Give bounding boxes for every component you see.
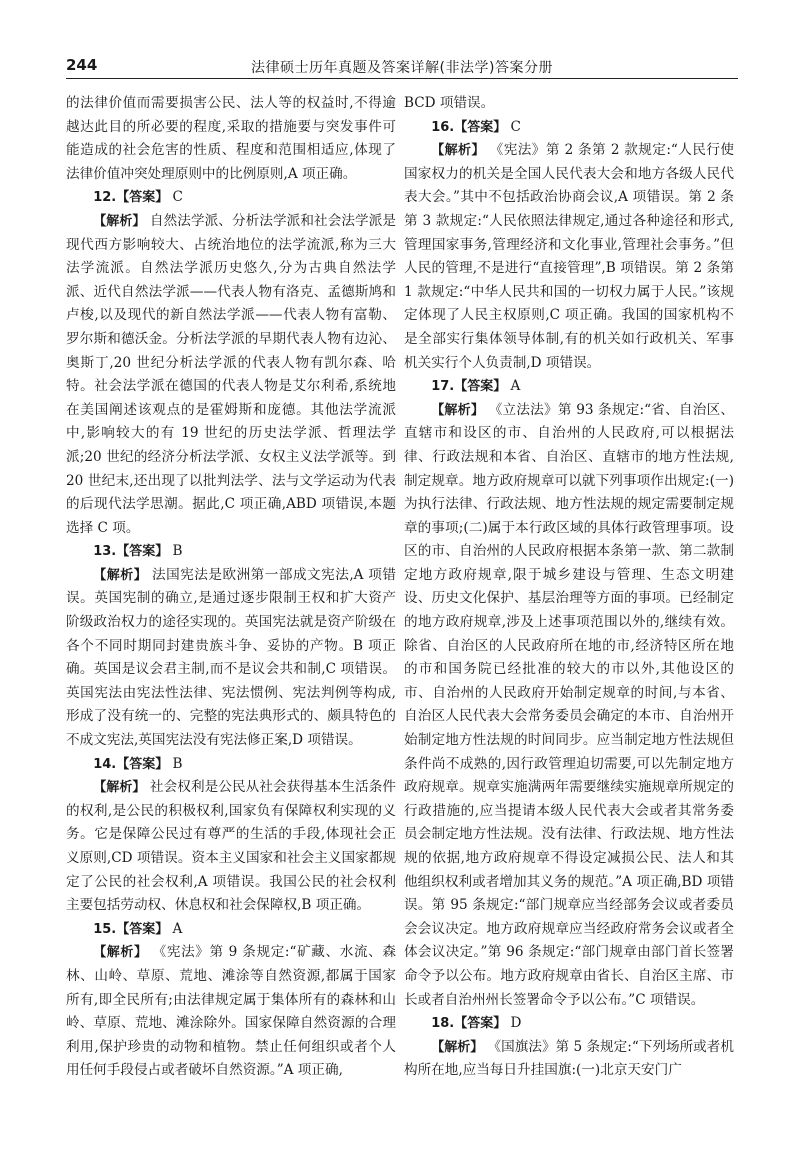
answer-value: D [510, 1015, 522, 1032]
explanation-text: 法国宪法是欧洲第一部成文宪法,A 项错误。英国宪制的确立,是通过逐步限制王权和扩大资产阶级政治权力的途径实现的。英国宪法就是资产阶级在各个不同时期同封建贵族斗争、妥协的产物。B 项正确。英国是议会君主制,而不是议会共和制,C 项错误。英国宪法由宪法性法律、宪法惯例、宪法判例等构成,形成了没有统一的、完整的宪法典形式的、颇具特色的不成文宪法,英国宪法没有宪法修正案,D 项错误。 [66, 566, 396, 749]
explanation-text: 自然法学派、分析法学派和社会法学派是现代西方影响较大、占统治地位的法学流派,称为三大法学流派。自然法学派历史悠久,分为古典自然法学派、近代自然法学派——代表人物有洛克、孟德斯鸠和卢梭,以及现代的新自然法学派——代表人物有富勒、罗尔斯和德沃金。分析法学派的早期代表人物有边沁、奥斯丁,20 世纪分析法学派的代表人物有凯尔森、哈特。社会法学派在德国的代表人物是艾尔利希,系统地在美国阐述该观点的是霍姆斯和庞德。其他法学流派中,影响较大的有 19 世纪的历史法学派、哲理法学派;20 世纪的经济分析法学派、女权主义法学派等。到 20 世纪末,还出现了以批判法学、法与文学运动为代表的后现代法学思潮。据此,C 项正确,ABD 项错误,本题选择 C 项。 [66, 212, 396, 536]
answer-label: 13.【答案】 [93, 544, 169, 560]
explanation-text: 《宪法》第 2 条第 2 款规定:“人民行使国家权力的机关是全国人民代表大会和地方各级人民代表大会。”其中不包括政治协商会议,A 项错误。第 2 条第 3 款规定:“人民依照法律规定,通过各种途径和形式,管理国家事务,管理经济和文化事业,管理社会事务。”但人民的管理,不是进行“直接管理”,B 项错误。第 2 条第 1 款规定:“中华人民共和国的一切权力属于人民。”该规定体现了人民主权原则,C 项正确。我国的国家机构不是全部实行集体领导体制,有的机关如行政机关、军事机关实行个人负责制,D 项错误。 [404, 142, 734, 371]
explanation-text: 《宪法》第 9 条规定:“矿藏、水流、森林、山岭、草原、荒地、滩涂等自然资源,都属于国家所有,即全民所有;由法律规定属于集体所有的森林和山岭、草原、荒地、滩涂除外。国家保障自然资源的合理利用,保护珍贵的动物和植物。禁止任何组织或者个人用任何手段侵占或者破坏自然资源。”A 项正确, [66, 944, 396, 1079]
left-column [66, 92, 396, 1142]
explanation-label: 【解析】 [431, 143, 485, 159]
answer-value: B [172, 543, 183, 560]
answer-13 [66, 540, 396, 564]
explanation-text: 社会权利是公民从社会获得基本生活条件的权利,是公民的积极权利,国家负有保障权利实现的义务。它是保障公民过有尊严的生活的手段,体现社会正义原则,CD 项错误。资本主义国家和社会主义国家都规定了公民的社会权利,A 项错误。我国公民的社会权利主要包括劳动权、休息权和社会保障权,B 项正确。 [66, 779, 396, 914]
explanation-12 [66, 210, 396, 540]
answer-value: B [172, 755, 183, 772]
explanation-17 [404, 399, 734, 1012]
right-column [404, 92, 734, 1142]
explanation-label: 【解析】 [431, 402, 485, 418]
explanation-16 [404, 139, 734, 375]
explanation-14 [66, 776, 396, 918]
explanation-18 [404, 1036, 734, 1083]
explanation-label: 【解析】 [93, 213, 146, 229]
explanation-text: 《立法法》第 93 条规定:“省、自治区、直辖市和设区的市、自治州的人民政府,可以根据法律、行政法规和本省、自治区、直辖市的地方性法规,制定规章。地方政府规章可以就下列事项作出规定:(一)为执行法律、行政法规、地方性法规的规定需要制定规章的事项;(二)属于本行政区域的具体行政管理事项。设区的市、自治州的人民政府根据本条第一款、第二款制定地方政府规章,限于城乡建设与管理、生态文明建设、历史文化保护、基层治理等方面的事项。已经制定的地方政府规章,涉及上述事项范围以外的,继续有效。除省、自治区的人民政府所在地的市,经济特区所在地的市和国务院已经批准的较大的市以外,其他设区的市、自治州的人民政府开始制定规章的时间,与本省、自治区人民代表大会常务委员会确定的本市、自治州开始制定地方性法规的时间同步。应当制定地方性法规但条件尚不成熟的,因行政管理迫切需要,可以先制定地方政府规章。规章实施满两年需要继续实施规章所规定的行政措施的,应当提请本级人民代表大会或者其常务委员会制定地方性法规。没有法律、行政法规、地方性法规的依据,地方政府规章不得设定减损公民、法人和其他组织权利或者增加其义务的规范。”A 项正确,BD 项错误。第 95 条规定:“部门规章应当经部务会议或者委员会会议决定。地方政府规章应当经政府常务会议或者全体会议决定。”第 96 条规定:“部门规章由部门首长签署命令予以公布。地方政府规章由省长、自治区主席、市长或者自治州州长签署命令予以公布。”C 项错误。 [404, 401, 734, 1008]
explanation-text: 《国旗法》第 5 条规定:“下列场所或者机构所在地,应当每日升挂国旗:(一)北京天安门广 [404, 1038, 734, 1079]
continuation-text: 的法律价值而需要损害公民、法人等的权益时,不得逾越达此目的所必要的程度,采取的措施要与突发事件可能造成的社会危害的性质、程度和范围相适应,体现了法律价值冲突处理原则中的比例原则,A 项正确。 [66, 95, 396, 182]
answer-value: A [172, 920, 183, 937]
answer-label: 17.【答案】 [431, 379, 507, 395]
explanation-label: 【解析】 [93, 945, 148, 961]
answer-value: A [510, 378, 521, 395]
answer-17 [404, 375, 734, 399]
continuation-text: BCD 项错误。 [404, 95, 495, 111]
answer-label: 15.【答案】 [93, 921, 169, 937]
answer-16 [404, 116, 734, 140]
answer-label: 14.【答案】 [93, 756, 169, 772]
page-number: 244 [66, 56, 98, 74]
running-title: 法律硕士历年真题及答案详解(非法学)答案分册 [251, 60, 553, 76]
answer-18 [404, 1012, 734, 1036]
explanation-15 [66, 941, 396, 1083]
answer-14 [66, 753, 396, 777]
page-header [66, 48, 738, 79]
answer-label: 12.【答案】 [93, 190, 169, 206]
answer-value: C [510, 118, 521, 135]
answer-label: 16.【答案】 [431, 119, 507, 135]
answer-label: 18.【答案】 [431, 1016, 507, 1032]
explanation-label: 【解析】 [431, 1039, 484, 1055]
answer-value: C [172, 189, 183, 206]
answer-15 [66, 918, 396, 942]
answer-12 [66, 186, 396, 210]
explanation-label: 【解析】 [93, 567, 148, 583]
explanation-13 [66, 564, 396, 753]
explanation-label: 【解析】 [93, 780, 146, 796]
